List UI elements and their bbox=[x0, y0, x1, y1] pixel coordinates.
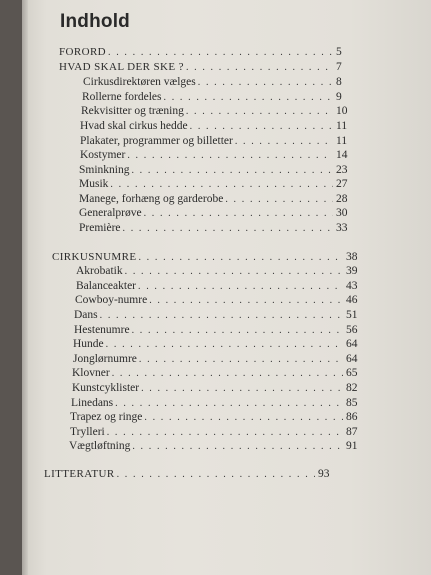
toc-entry-title: Sminkning bbox=[79, 164, 130, 176]
toc-entry-title: Rollerne fordeles bbox=[82, 91, 162, 103]
toc-leader-dots bbox=[132, 441, 343, 452]
toc-entry-title: Generalprøve bbox=[79, 207, 142, 219]
toc-leader-dots bbox=[107, 427, 343, 438]
toc-entry-manege bbox=[79, 193, 352, 207]
toc-entry-title: Manege, forhæng og garderobe bbox=[79, 193, 224, 205]
toc-entry-linedans bbox=[71, 397, 362, 411]
toc-entry-musik bbox=[79, 178, 352, 192]
toc-leader-dots bbox=[235, 136, 333, 147]
toc-entry-title: Hvad skal cirkus hedde bbox=[80, 120, 188, 132]
toc-leader-dots bbox=[138, 281, 343, 292]
toc-entry-title: Balanceakter bbox=[76, 280, 137, 292]
toc-entry-title: Trylleri bbox=[70, 426, 105, 438]
toc-leader-dots bbox=[132, 325, 343, 336]
toc-leader-dots bbox=[131, 165, 333, 176]
toc-entry-trylleri bbox=[70, 426, 362, 440]
toc-entry-title: Rekvisitter og træning bbox=[81, 105, 184, 117]
toc-entry-page: 93 bbox=[318, 468, 330, 480]
toc-entry-title: Musik bbox=[79, 178, 109, 190]
toc-entry-rekvisitter bbox=[81, 105, 352, 119]
toc-entry-generalprove bbox=[79, 207, 352, 221]
toc-entry-title: Trapez og ringe bbox=[70, 411, 143, 423]
toc-entry-vaegtloftning bbox=[69, 440, 362, 454]
toc-entry-title: Cirkusdirektøren vælges bbox=[83, 76, 196, 88]
toc-entry-page: 14 bbox=[336, 149, 348, 161]
toc-entry-page: 91 bbox=[346, 440, 358, 452]
toc-entry-title: Jonglørnumre bbox=[73, 353, 137, 365]
toc-entry-page: 87 bbox=[346, 426, 358, 438]
toc-entry-trapez bbox=[70, 411, 362, 425]
toc-leader-dots bbox=[149, 295, 343, 306]
toc-leader-dots bbox=[139, 354, 343, 365]
toc-entry-cowboy-numre bbox=[75, 294, 362, 308]
toc-entry-title: Kostymer bbox=[80, 149, 126, 161]
toc-entry-page: 9 bbox=[336, 91, 342, 103]
toc-entry-page: 11 bbox=[336, 120, 348, 132]
toc-entry-page: 30 bbox=[336, 207, 348, 219]
toc-entry-title: Cowboy-numre bbox=[75, 294, 148, 306]
toc-entry-page: 82 bbox=[346, 382, 358, 394]
toc-entry-cirkusnumre bbox=[52, 251, 362, 265]
toc-entry-page: 86 bbox=[346, 411, 358, 423]
toc-entry-litteratur bbox=[44, 468, 334, 482]
toc-leader-dots bbox=[108, 47, 333, 58]
toc-entry-hvad-skal-cirkus-hedde bbox=[80, 120, 352, 134]
page-title: Indhold bbox=[60, 11, 130, 32]
toc-leader-dots bbox=[125, 266, 343, 277]
toc-entry-hvad-skal-der-ske bbox=[59, 61, 352, 75]
toc-entry-title: Klovner bbox=[72, 367, 110, 379]
toc-leader-dots bbox=[100, 310, 343, 321]
toc-entry-kunstcyklister bbox=[72, 382, 362, 396]
toc-entry-hunde bbox=[73, 338, 362, 352]
toc-entry-page: 5 bbox=[336, 46, 342, 58]
toc-entry-dans bbox=[74, 309, 362, 323]
toc-entry-hestenumre bbox=[74, 324, 362, 338]
toc-entry-page: 27 bbox=[336, 178, 348, 190]
toc-entry-page: 38 bbox=[346, 251, 358, 263]
toc-entry-rollerne bbox=[82, 91, 352, 105]
toc-entry-title: Première bbox=[79, 222, 121, 234]
toc-entry-title: Hunde bbox=[73, 338, 104, 350]
toc-entry-title: Akrobatik bbox=[76, 265, 123, 277]
toc-entry-title: Dans bbox=[74, 309, 98, 321]
toc-entry-page: 8 bbox=[336, 76, 342, 88]
toc-entry-page: 39 bbox=[346, 265, 358, 277]
toc-entry-title: Plakater, programmer og billetter bbox=[80, 135, 233, 147]
toc-entry-title: Vægtløftning bbox=[69, 440, 131, 452]
toc-entry-page: 23 bbox=[336, 164, 348, 176]
toc-entry-title: Hestenumre bbox=[74, 324, 130, 336]
toc-entry-page: 28 bbox=[336, 193, 348, 205]
toc-leader-dots bbox=[186, 62, 333, 73]
toc-leader-dots bbox=[112, 368, 343, 379]
toc-leader-dots bbox=[106, 339, 343, 350]
toc-entry-premiere bbox=[79, 222, 352, 236]
toc-entry-title: Kunstcyklister bbox=[72, 382, 140, 394]
toc-entry-page: 33 bbox=[336, 222, 348, 234]
toc-entry-jonglornumre bbox=[73, 353, 362, 367]
toc-entry-title: Linedans bbox=[71, 397, 114, 409]
toc-leader-dots bbox=[117, 469, 315, 480]
toc-entry-plakater bbox=[80, 135, 352, 149]
toc-entry-title: CIRKUSNUMRE bbox=[52, 251, 137, 263]
toc-leader-dots bbox=[190, 121, 333, 132]
toc-entry-page: 51 bbox=[346, 309, 358, 321]
toc-leader-dots bbox=[225, 194, 333, 205]
toc-entry-cirkusdirektoren bbox=[83, 76, 352, 90]
toc-leader-dots bbox=[123, 223, 333, 234]
toc-entry-page: 10 bbox=[336, 105, 348, 117]
toc-entry-kostymer bbox=[80, 149, 352, 163]
toc-entry-page: 85 bbox=[346, 397, 358, 409]
toc-entry-balanceakter bbox=[76, 280, 362, 294]
toc-leader-dots bbox=[115, 398, 343, 409]
toc-entry-title: FORORD bbox=[59, 46, 107, 58]
toc-leader-dots bbox=[110, 179, 333, 190]
toc-entry-page: 56 bbox=[346, 324, 358, 336]
toc-entry-page: 43 bbox=[346, 280, 358, 292]
toc-entry-page: 65 bbox=[346, 367, 358, 379]
toc-entry-title: HVAD SKAL DER SKE ? bbox=[59, 61, 184, 73]
toc-entry-page: 46 bbox=[346, 294, 358, 306]
toc-leader-dots bbox=[164, 92, 333, 103]
toc-entry-page: 64 bbox=[346, 353, 358, 365]
toc-leader-dots bbox=[141, 383, 343, 394]
toc-entry-klovner bbox=[72, 367, 362, 381]
toc-leader-dots bbox=[198, 77, 333, 88]
toc-entry-page: 11 bbox=[336, 135, 348, 147]
toc-leader-dots bbox=[186, 106, 333, 117]
toc-leader-dots bbox=[144, 208, 333, 219]
toc-leader-dots bbox=[138, 252, 343, 263]
toc-entry-sminkning bbox=[79, 164, 352, 178]
toc-leader-dots bbox=[144, 412, 343, 423]
toc-entry-page: 7 bbox=[336, 61, 342, 73]
toc-entry-forord bbox=[59, 46, 352, 60]
toc-leader-dots bbox=[127, 150, 333, 161]
toc-entry-title: LITTERATUR bbox=[44, 468, 115, 480]
toc-entry-page: 64 bbox=[346, 338, 358, 350]
toc-entry-akrobatik bbox=[76, 265, 362, 279]
